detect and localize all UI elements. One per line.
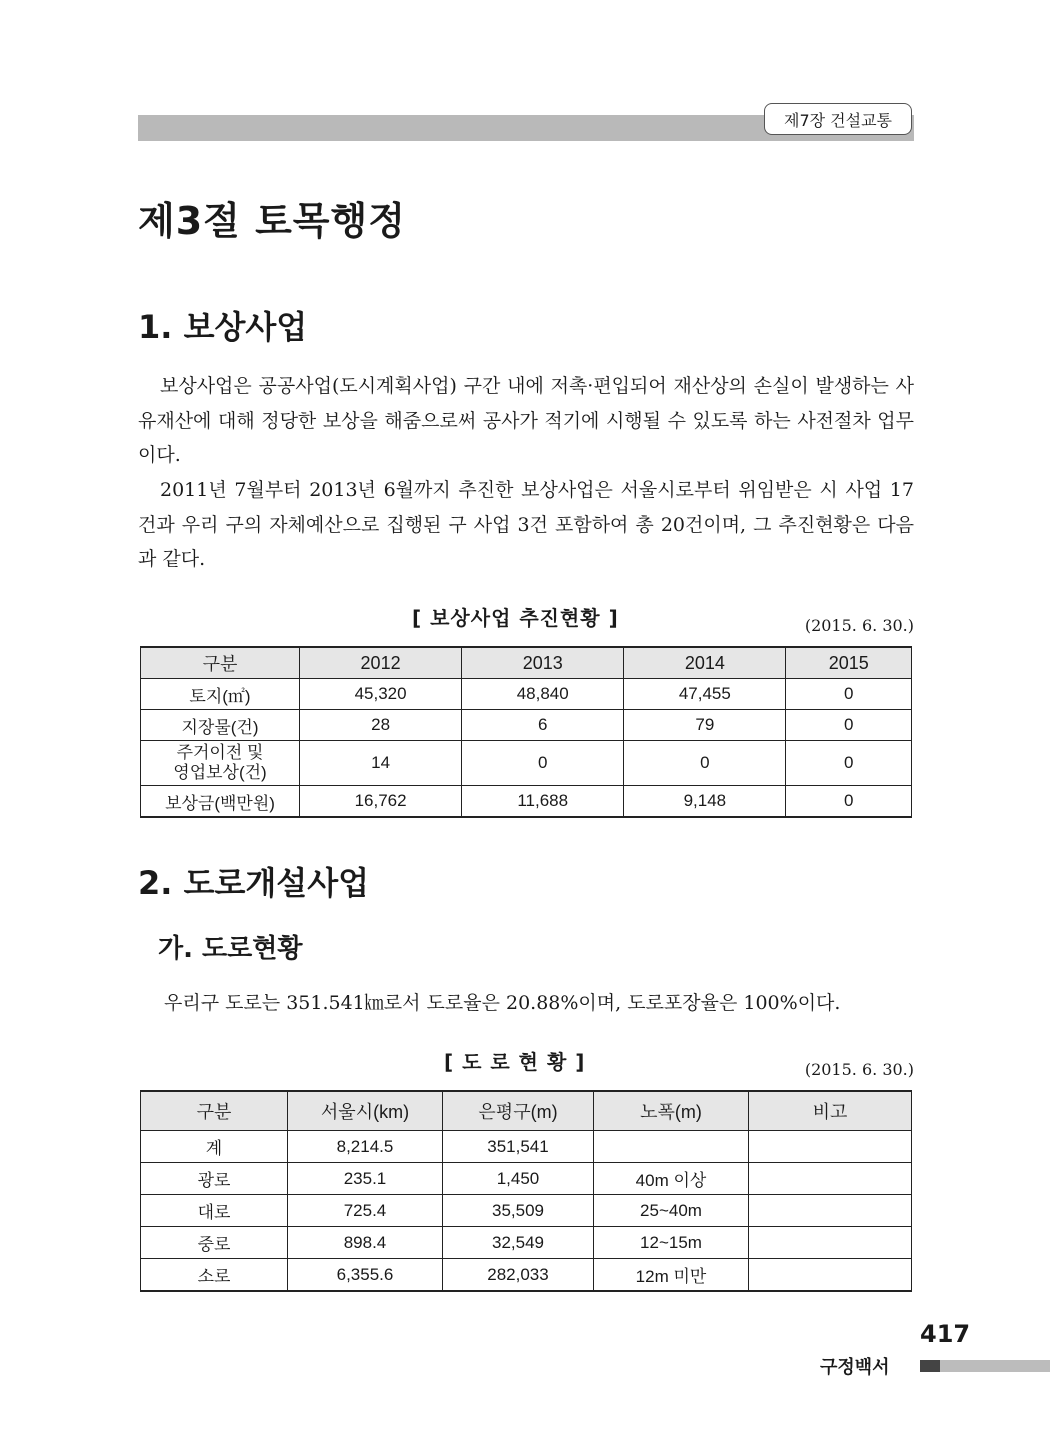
header-cell: 노폭(m) — [594, 1091, 749, 1131]
table-row — [141, 1195, 912, 1227]
section1-paragraph-2: 2011년 7월부터 2013년 6월까지 추진한 보상사업은 서울시로부터 위임받은 시 사업 17건과 우리 구의 자체예산으로 집행된 구 사업 3건 포함하여 총 20건이며, 그 추진현황은 다음과 같다. — [138, 479, 914, 570]
row-label: 소로 — [141, 1259, 288, 1292]
table-row — [141, 1227, 912, 1259]
table-row — [141, 710, 912, 741]
table-cell: 898.4 — [288, 1227, 443, 1259]
table-cell: 25~40m — [594, 1195, 749, 1227]
road-status-table — [140, 1090, 912, 1292]
table-cell — [594, 1131, 749, 1163]
row-label: 보상금(백만원) — [141, 786, 300, 818]
table-cell: 725.4 — [288, 1195, 443, 1227]
header-cell: 은평구(m) — [443, 1091, 594, 1131]
table-cell: 282,033 — [443, 1259, 594, 1292]
row-label-line-1: 주거이전 및 — [176, 743, 264, 762]
table-cell: 0 — [786, 786, 912, 818]
table-cell — [749, 1259, 912, 1292]
header-cell: 구분 — [141, 1091, 288, 1131]
table-cell: 28 — [300, 710, 462, 741]
table-cell: 6,355.6 — [288, 1259, 443, 1292]
table-cell: 1,450 — [443, 1163, 594, 1195]
header-cell: 비고 — [749, 1091, 912, 1131]
table-cell: 12~15m — [594, 1227, 749, 1259]
chapter-title: 제3절 토목행정 — [138, 199, 406, 243]
table-row — [141, 679, 912, 710]
table-row — [141, 741, 912, 786]
table-cell: 0 — [786, 710, 912, 741]
table-cell: 0 — [786, 679, 912, 710]
header-cell: 2013 — [462, 647, 624, 679]
row-label: 광로 — [141, 1163, 288, 1195]
table-cell: 235.1 — [288, 1163, 443, 1195]
page-number: 417 — [920, 1320, 971, 1348]
table-cell: 8,214.5 — [288, 1131, 443, 1163]
table-cell: 0 — [786, 741, 912, 786]
table-cell: 0 — [624, 741, 786, 786]
table2-date: (2015. 6. 30.) — [804, 1060, 914, 1079]
row-label: 토지(㎡) — [141, 679, 300, 710]
footer-bar-light — [940, 1360, 1050, 1372]
section2-paragraph: 우리구 도로는 351.541㎞로서 도로율은 20.88%이며, 도로포장율은 100%이다. — [164, 992, 841, 1014]
table-cell: 35,509 — [443, 1195, 594, 1227]
section1-paragraph-1: 보상사업은 공공사업(도시계획사업) 구간 내에 저촉·편입되어 재산상의 손실이 발생하는 사유재산에 대해 정당한 보상을 해줌으로써 공사가 적기에 시행될 수 있도록 하는 사전절차 업무이다. — [138, 375, 914, 466]
table-row — [141, 1131, 912, 1163]
table-row — [141, 1163, 912, 1195]
table-header-row — [141, 647, 912, 679]
row-label-line-2: 영업보상(건) — [173, 763, 267, 782]
table-cell: 32,549 — [443, 1227, 594, 1259]
table1-date: (2015. 6. 30.) — [804, 616, 914, 635]
table1-caption: [ 보상사업 추진현황 ] — [412, 606, 619, 630]
row-label — [141, 741, 300, 786]
table2-caption: [ 도 로 현 황 ] — [444, 1050, 586, 1074]
row-label: 계 — [141, 1131, 288, 1163]
row-label: 중로 — [141, 1227, 288, 1259]
table-cell: 0 — [462, 741, 624, 786]
row-label: 지장물(건) — [141, 710, 300, 741]
table-cell — [749, 1227, 912, 1259]
table-cell: 48,840 — [462, 679, 624, 710]
table-row — [141, 1259, 912, 1292]
table-row — [141, 786, 912, 818]
table-cell: 9,148 — [624, 786, 786, 818]
header-cell: 2012 — [300, 647, 462, 679]
table-cell — [749, 1195, 912, 1227]
table-cell: 40m 이상 — [594, 1163, 749, 1195]
header-cell: 구분 — [141, 647, 300, 679]
header-cell: 2015 — [786, 647, 912, 679]
section1-title: 1. 보상사업 — [138, 308, 308, 346]
table-cell: 12m 미만 — [594, 1259, 749, 1292]
book-name: 구정백서 — [820, 1357, 890, 1378]
table-header-row — [141, 1091, 912, 1131]
table-cell: 16,762 — [300, 786, 462, 818]
table-cell: 79 — [624, 710, 786, 741]
compensation-table — [140, 646, 912, 818]
table-cell: 47,455 — [624, 679, 786, 710]
section2-subtitle: 가. 도로현황 — [158, 934, 303, 964]
header-cell: 서울시(km) — [288, 1091, 443, 1131]
table-cell — [749, 1131, 912, 1163]
table-cell: 45,320 — [300, 679, 462, 710]
table-cell: 14 — [300, 741, 462, 786]
header-cell: 2014 — [624, 647, 786, 679]
table-cell — [749, 1163, 912, 1195]
chapter-tab: 제7장 건설교통 — [764, 103, 912, 135]
table-cell: 6 — [462, 710, 624, 741]
row-label: 대로 — [141, 1195, 288, 1227]
footer-bar-dark — [920, 1360, 940, 1372]
table-cell: 11,688 — [462, 786, 624, 818]
table-cell: 351,541 — [443, 1131, 594, 1163]
section2-title: 2. 도로개설사업 — [138, 864, 370, 902]
